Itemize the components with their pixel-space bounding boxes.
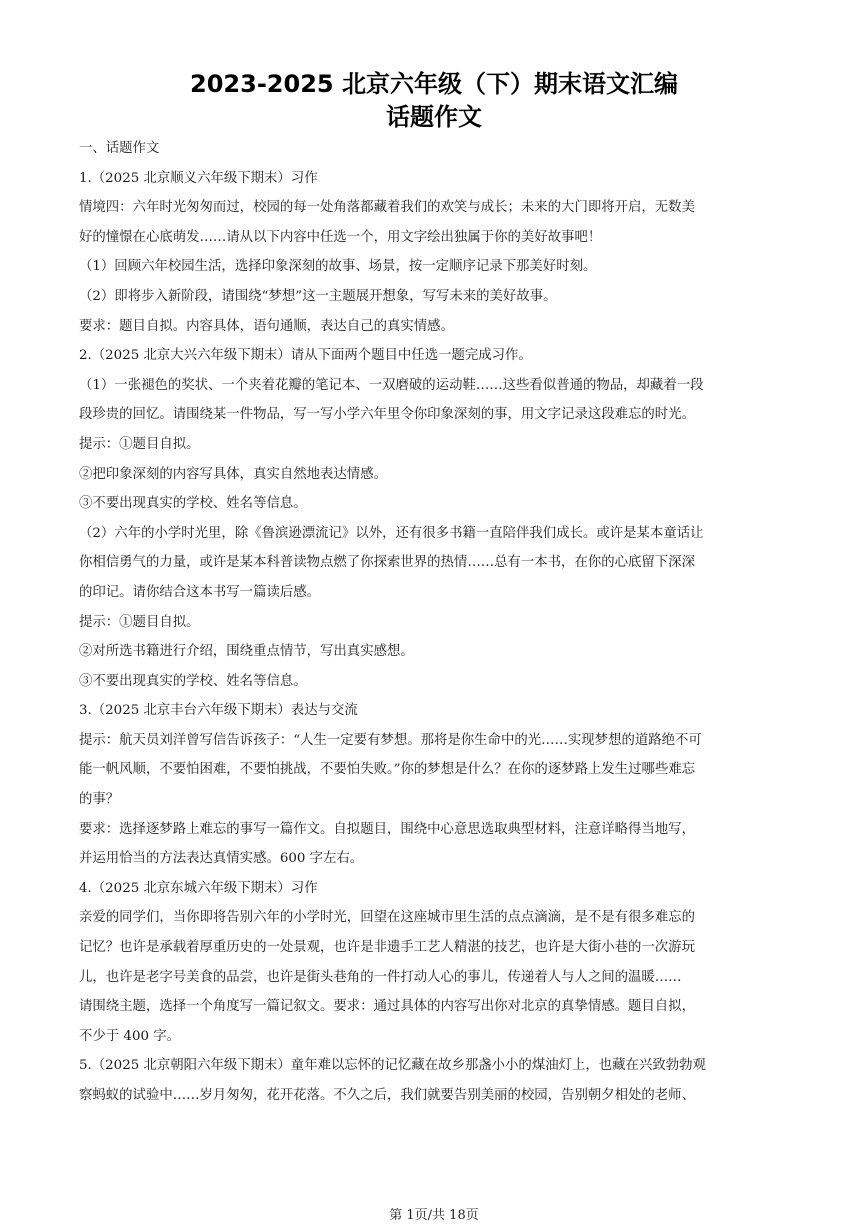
text-line: 要求：题目自拟。内容具体，语句通顺，表达自己的真实情感。 xyxy=(79,318,454,334)
title-line-2: 话题作文 xyxy=(386,103,482,131)
text-line: 的印记。请你结合这本书写一篇读后感。 xyxy=(79,584,321,600)
text-line: 亲爱的同学们，当你即将告别六年的小学时光，回望在这座城市里生活的点点滴滴，是不是有很多难忘的 xyxy=(79,910,695,926)
text-line: ②对所选书籍进行介绍，围绕重点情节，写出真实感想。 xyxy=(79,644,414,660)
text-line: 要求：选择逐梦路上难忘的事写一篇作文。自拟题目，围绕中心意思选取典型材料，注意详略得当地写， xyxy=(79,821,695,837)
text-line: 并运用恰当的方法表达真情实感。600 字左右。 xyxy=(79,851,364,867)
question-4-heading: 4.（2025 北京东城六年级下期末）习作 xyxy=(79,880,318,896)
page-number-footer: 第 1页/共 18页 xyxy=(389,1208,479,1223)
text-line: 提示：①题目自拟。 xyxy=(79,614,200,630)
text-line: 提示：①题目自拟。 xyxy=(79,436,200,452)
text-line: （2）即将步入新阶段，请围绕“梦想”这一主题展开想象，写写未来的美好故事。 xyxy=(79,288,557,304)
text-line: ③不要出现真实的学校、姓名等信息。 xyxy=(79,673,307,689)
text-line: （1）回顾六年校园生活，选择印象深刻的故事、场景，按一定顺序记录下那美好时刻。 xyxy=(79,259,597,275)
document-title xyxy=(0,68,868,134)
question-2-heading: 2.（2025 北京大兴六年级下期末）请从下面两个题目中任选一题完成习作。 xyxy=(79,348,532,364)
question-1-heading: 1.（2025 北京顺义六年级下期末）习作 xyxy=(79,170,318,186)
text-line: （2）六年的小学时光里，除《鲁滨逊漂流记》以外，还有很多书籍一直陪伴我们成长。或许是某本童话让 xyxy=(79,525,704,541)
text-line: 情境四：六年时光匆匆而过，校园的每一处角落都藏着我们的欢笑与成长；未来的大门即将开启，无数美 xyxy=(79,200,695,216)
text-line: 察蚂蚁的试验中……岁月匆匆，花开花落。不久之后，我们就要告别美丽的校园，告别朝夕相处的老师、 xyxy=(79,1088,695,1103)
question-5-heading: 5.（2025 北京朝阳六年级下期末）童年难以忘怀的记忆藏在故乡那盏小小的煤油灯上，也藏在兴致勃勃观 xyxy=(79,1058,706,1074)
text-line: 请围绕主题，选择一个角度写一篇记叙文。要求：通过具体的内容写出你对北京的真挚情感。题目自拟， xyxy=(79,999,695,1015)
text-line: 好的憧憬在心底萌发……请从以下内容中任选一个，用文字绘出独属于你的美好故事吧！ xyxy=(79,229,602,245)
text-line: （1）一张褪色的奖状、一个夹着花瓣的笔记本、一双磨破的运动鞋……这些看似普通的物品，却藏着一段 xyxy=(79,377,704,393)
text-line: 你相信勇气的力量，或许是某本科普读物点燃了你探索世界的热情……总有一本书，在你的心底留下深深 xyxy=(79,555,695,571)
text-line: 不少于 400 字。 xyxy=(79,1028,181,1044)
title-line-1: 2023-2025 北京六年级（下）期末语文汇编 xyxy=(190,70,678,98)
text-line: 记忆？也许是承载着厚重历史的一处景观，也许是非遗手工艺人精湛的技艺，也许是大街小巷的一次游玩 xyxy=(79,940,695,956)
section-heading: 一、话题作文 xyxy=(79,141,160,156)
text-line: ②把印象深刻的内容写具体，真实自然地表达情感。 xyxy=(79,466,387,482)
document-body xyxy=(79,134,791,1111)
text-line: 儿，也许是老字号美食的品尝，也许是街头巷角的一件打动人心的事儿，传递着人与人之间的温暖…… xyxy=(79,969,682,985)
text-line: 的事？ xyxy=(79,792,120,808)
text-line: 段珍贵的回忆。请围绕某一件物品，写一写小学六年里令你印象深刻的事，用文字记录这段难忘的时光。 xyxy=(79,407,695,423)
question-3-heading: 3.（2025 北京丰台六年级下期末）表达与交流 xyxy=(79,703,358,719)
text-line: 提示：航天员刘洋曾写信告诉孩子：“人生一定要有梦想。那将是你生命中的光……实现梦想的道路绝不可 xyxy=(79,732,702,748)
text-line: 能一帆风顺，不要怕困难，不要怕挑战，不要怕失败。”你的梦想是什么？在你的逐梦路上发生过哪些难忘 xyxy=(79,762,696,778)
text-line: ③不要出现真实的学校、姓名等信息。 xyxy=(79,496,307,512)
